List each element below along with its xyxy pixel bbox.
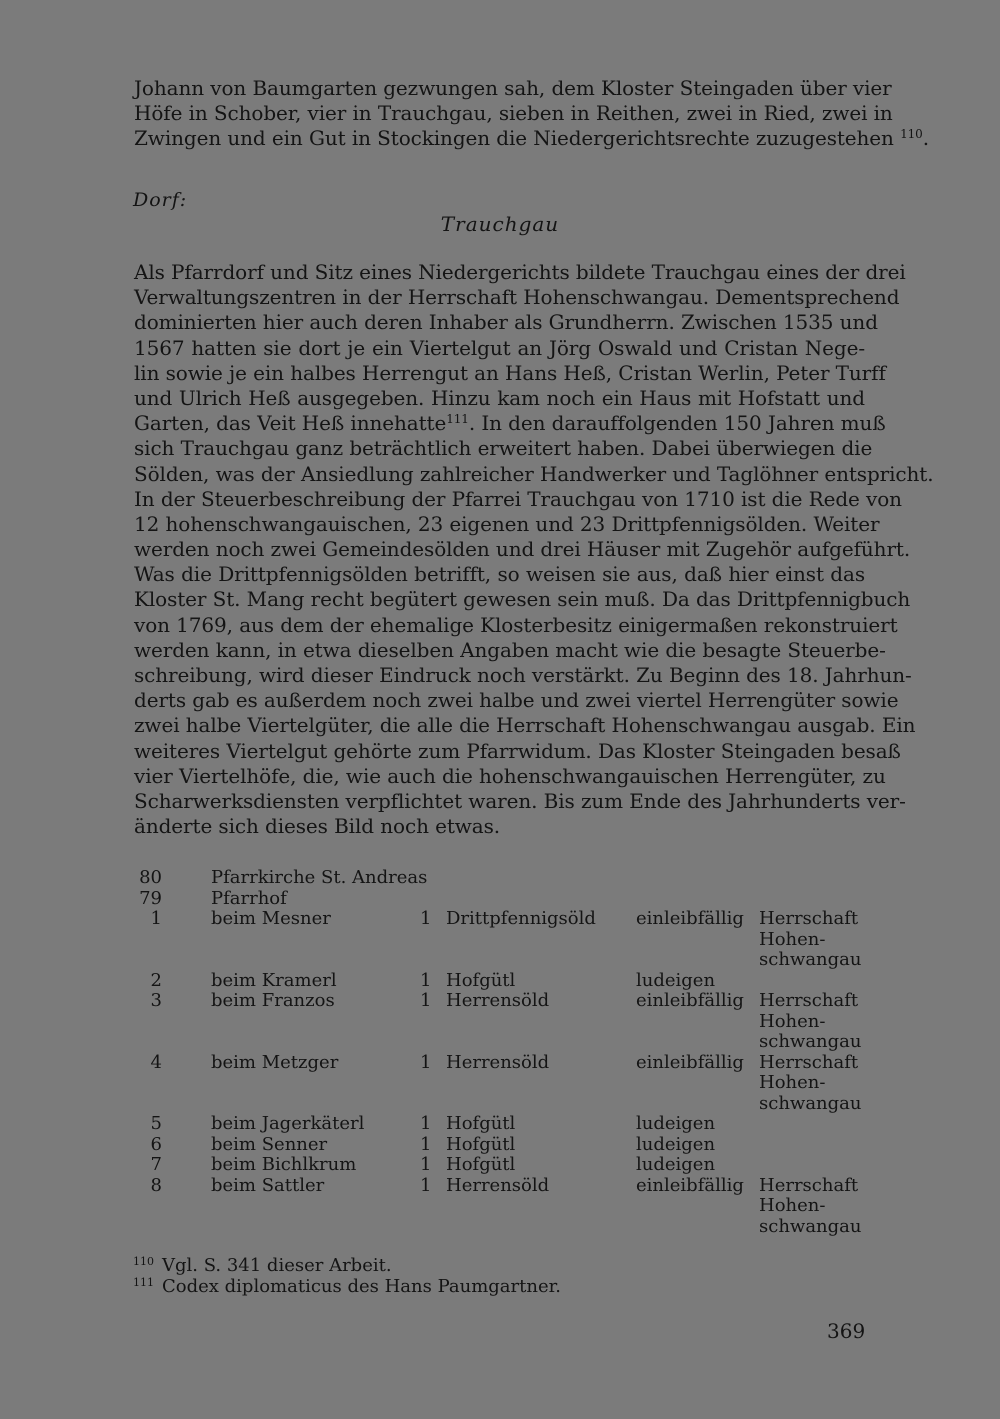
owner-line: schwangau [759,949,862,970]
row-type: Drittpfennigsöld [446,908,596,929]
row-name: beim Jagerkäterl [211,1113,365,1134]
text-line: sich Trauchgau ganz beträchtlich erweitert haben. Dabei überwiegen die [134,436,873,461]
footnote-number: 110 [133,1255,154,1268]
text-line: zwei halbe Viertelgüter, die alle die Herrschaft Hohenschwangau ausgab. Ein [134,713,916,738]
row-number: 4 [150,1051,162,1073]
text-line: derts gab es außerdem noch zwei halbe und zwei viertel Herrengüter sowie [134,688,899,713]
owner-line: Herrschaft [759,990,859,1011]
table-row [0,1155,1000,1176]
table-row [0,1053,1000,1115]
owner-line: Hohen- [759,1072,826,1093]
owner-line: schwangau [759,1031,862,1052]
row-status: einleibfällig [636,1174,744,1196]
owner-line: Herrschaft [759,908,859,929]
row-name: Pfarrkirche St. Andreas [211,867,428,888]
row-quantity: 1 [420,1051,432,1073]
table-row [0,889,1000,910]
text-line: Scharwerksdiensten verpflichtet waren. Bis zum Ende des Jahrhunderts ver- [134,788,906,813]
text-line: Johann von Baumgarten gezwungen sah, dem Kloster Steingaden über vier [134,76,892,100]
table-row [0,868,1000,889]
row-status: ludeigen [636,969,716,991]
row-name: beim Kramerl [211,969,337,991]
row-quantity: 1 [420,1113,432,1134]
row-type: Hofgütl [446,1133,516,1155]
main-paragraph [134,260,934,839]
row-type: Herrensöld [446,1174,550,1196]
row-type: Hofgütl [446,1113,516,1134]
row-quantity: 1 [420,969,432,991]
text-line: Was die Drittpfennigsölden betrifft, so weisen sie aus, daß hier einst das [134,562,865,587]
row-type: Herrensöld [446,990,550,1011]
row-name: beim Bichlkrum [211,1154,357,1175]
text-line: änderte sich dieses Bild noch etwas. [134,814,501,839]
table-row [0,1135,1000,1156]
footnote-number: 111 [133,1276,154,1289]
page-number: 369 [827,1319,866,1343]
text-line: Höfe in Schober, vier in Trauchgau, sieben in Reithen, zwei in Ried, zwei in [134,101,893,126]
text-line: Verwaltungszentren in der Herrschaft Hohenschwangau. Dementsprechend [134,285,900,310]
row-type: Hofgütl [446,1154,516,1175]
owner-line: Herrschaft [759,1051,859,1073]
owner-line: Hohen- [759,1010,826,1032]
row-status: einleibfällig [636,990,744,1011]
row-name: beim Sattler [211,1174,325,1196]
owner-line: Hohen- [759,928,826,950]
text-line: schreibung, wird dieser Eindruck noch verstärkt. Zu Beginn des 18. Jahrhun- [134,663,912,687]
row-type: Herrensöld [446,1051,550,1073]
text-line: 1567 hatten sie dort je ein Viertelgut an Jörg Oswald und Cristan Nege- [134,335,865,360]
row-number: 8 [150,1174,162,1196]
row-quantity: 1 [420,1174,432,1196]
row-number: 5 [150,1113,162,1134]
text-line: Zwingen und ein Gut in Stockingen die Niedergerichtsrechte zuzugestehen $^{110}$. [134,126,929,151]
row-quantity: 1 [420,908,432,929]
row-number: 3 [150,990,162,1011]
row-status: ludeigen [636,1154,716,1175]
row-number: 7 [150,1154,162,1175]
row-number: 2 [150,969,162,991]
footnote-ref: 111 [446,412,469,427]
row-number: 1 [150,908,162,929]
row-quantity: 1 [420,1133,432,1155]
table-row [0,909,1000,971]
section-label: Dorf: [133,189,188,211]
owner-line: Hohen- [759,1195,826,1216]
row-name: beim Mesner [211,908,331,929]
row-number: 6 [150,1133,162,1155]
text-line: und Ulrich Heß ausgegeben. Hinzu kam noch ein Haus mit Hofstatt und [134,385,865,410]
row-status: einleibfällig [636,1051,744,1073]
text-line: Kloster St. Mang recht begütert gewesen sein muß. Da das Drittpfennigbuch [134,587,911,612]
text-line: Sölden, was der Ansiedlung zahlreicher Handwerker und Taglöhner entspricht. [134,461,934,486]
row-name: Pfarrhof [211,887,287,909]
row-status: ludeigen [636,1113,716,1134]
row-quantity: 1 [420,1154,432,1175]
text-line: In der Steuerbeschreibung der Pfarrei Trauchgau von 1710 ist die Rede von [134,486,902,511]
footnote-ref: 110 [900,127,923,142]
text-line: werden kann, in etwa dieselben Angaben macht wie die besagte Steuerbe- [134,637,886,662]
text-line: von 1769, aus dem der ehemalige Klosterbesitz einigermaßen rekonstruiert [134,612,898,637]
owner-line: schwangau [759,1092,862,1114]
intro-paragraph [134,76,929,152]
row-status: einleibfällig [636,908,744,929]
row-owner [759,909,862,971]
row-owner [759,1053,862,1115]
table-row [0,1114,1000,1135]
text-line: weiteres Viertelgut gehörte zum Pfarrwidum. Das Kloster Steingaden besaß [134,738,901,763]
table-row [0,991,1000,1053]
row-number: 79 [139,887,162,909]
text-line: werden noch zwei Gemeindesölden und drei Häuser mit Zugehör aufgeführt. [134,537,911,562]
row-quantity: 1 [420,990,432,1011]
row-name: beim Senner [211,1133,328,1155]
table-row [0,971,1000,992]
row-name: beim Metzger [211,1051,339,1073]
text-line: vier Viertelhöfe, die, wie auch die hohenschwangauischen Herrengüter, zu [134,763,886,788]
owner-line: Herrschaft [759,1174,859,1196]
text-line: Als Pfarrdorf und Sitz eines Niedergerichts bildete Trauchgau eines der drei [134,260,906,284]
owner-line: schwangau [759,1215,862,1237]
footnote [133,1276,561,1298]
row-status: ludeigen [636,1133,716,1155]
table-row [0,1176,1000,1238]
property-table [0,868,1000,1237]
row-type: Hofgütl [446,969,516,991]
text-line: lin sowie je ein halbes Herrengut an Hans Heß, Cristan Werlin, Peter Turff [134,360,886,385]
row-number: 80 [139,867,162,888]
row-owner [759,1176,862,1238]
row-owner [759,991,862,1053]
section-heading: Trauchgau [440,212,560,236]
text-line: 12 hohenschwangauischen, 23 eigenen und 23 Drittpfennigsölden. Weiter [134,511,880,536]
footnote-text: Vgl. S. 341 dieser Arbeit. [162,1255,392,1276]
footnote [133,1255,392,1277]
footnote-text: Codex diplomaticus des Hans Paumgartner. [162,1276,561,1297]
text-line: dominierten hier auch deren Inhaber als Grundherrn. Zwischen 1535 und [134,310,878,335]
row-name: beim Franzos [211,990,335,1011]
text-line: Garten, das Veit Heß innehatte$^{111}$. In den darauffolgenden 150 Jahren muß [134,411,886,436]
